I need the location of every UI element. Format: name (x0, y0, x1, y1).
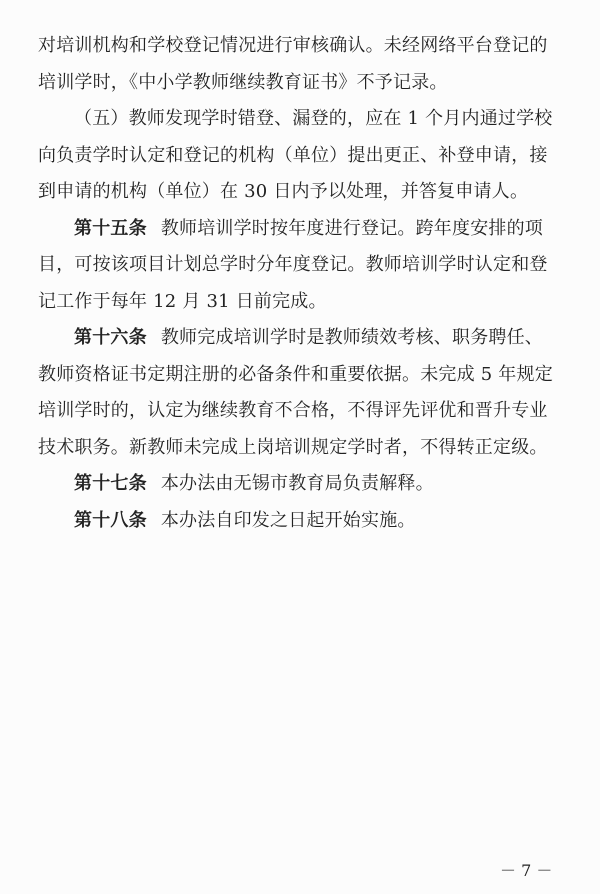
article-18-heading: 第十八条 (74, 509, 147, 531)
text-line: 对培训机构和学校登记情况进行审核确认。未经网络平台登记的 (38, 35, 548, 56)
text-line: 记工作于每年 12 月 31 日前完成。 (38, 290, 327, 312)
article-15-first-line (38, 211, 568, 248)
text-line: 目，可按该项目计划总学时分年度登记。教师培训学时认定和登 (38, 254, 548, 275)
article-15-heading: 第十五条 (74, 217, 147, 239)
page-number: － 7 － (500, 861, 553, 880)
article-16-text: 教师完成培训学时是教师绩效考核、职务聘任、 (160, 327, 544, 348)
text-line: （五）教师发现学时错登、漏登的，应在 1 个月内通过学校 (74, 108, 553, 129)
text-line: 技术职务。新教师未完成上岗培训规定学时者，不得转正定级。 (38, 436, 548, 458)
article-16-heading: 第十六条 (74, 327, 147, 348)
article-15-text: 教师培训学时按年度进行登记。跨年度安排的项 (160, 217, 544, 239)
article-17-text: 本办法由无锡市教育局负责解释。 (160, 473, 434, 494)
article-17-heading: 第十七条 (74, 473, 147, 494)
text-line: 培训学时，《中小学教师继续教育证书》不予记录。 (38, 71, 448, 93)
article-18-text: 本办法自印发之日起开始实施。 (160, 509, 416, 531)
article-16-first-line (38, 320, 568, 357)
article-17-line (38, 466, 568, 503)
text-line: 到申请的机构（单位）在 30 日内予以处理，并答复申请人。 (38, 181, 529, 202)
text-line: 教师资格证书定期注册的必备条件和重要依据。未完成 5 年规定 (38, 363, 553, 385)
document-body (38, 28, 568, 539)
text-line: 培训学时的，认定为继续教育不合格，不得评先评优和晋升专业 (38, 400, 548, 421)
article-18-line (38, 503, 568, 540)
text-line: 向负责学时认定和登记的机构（单位）提出更正、补登申请，接 (38, 144, 548, 166)
